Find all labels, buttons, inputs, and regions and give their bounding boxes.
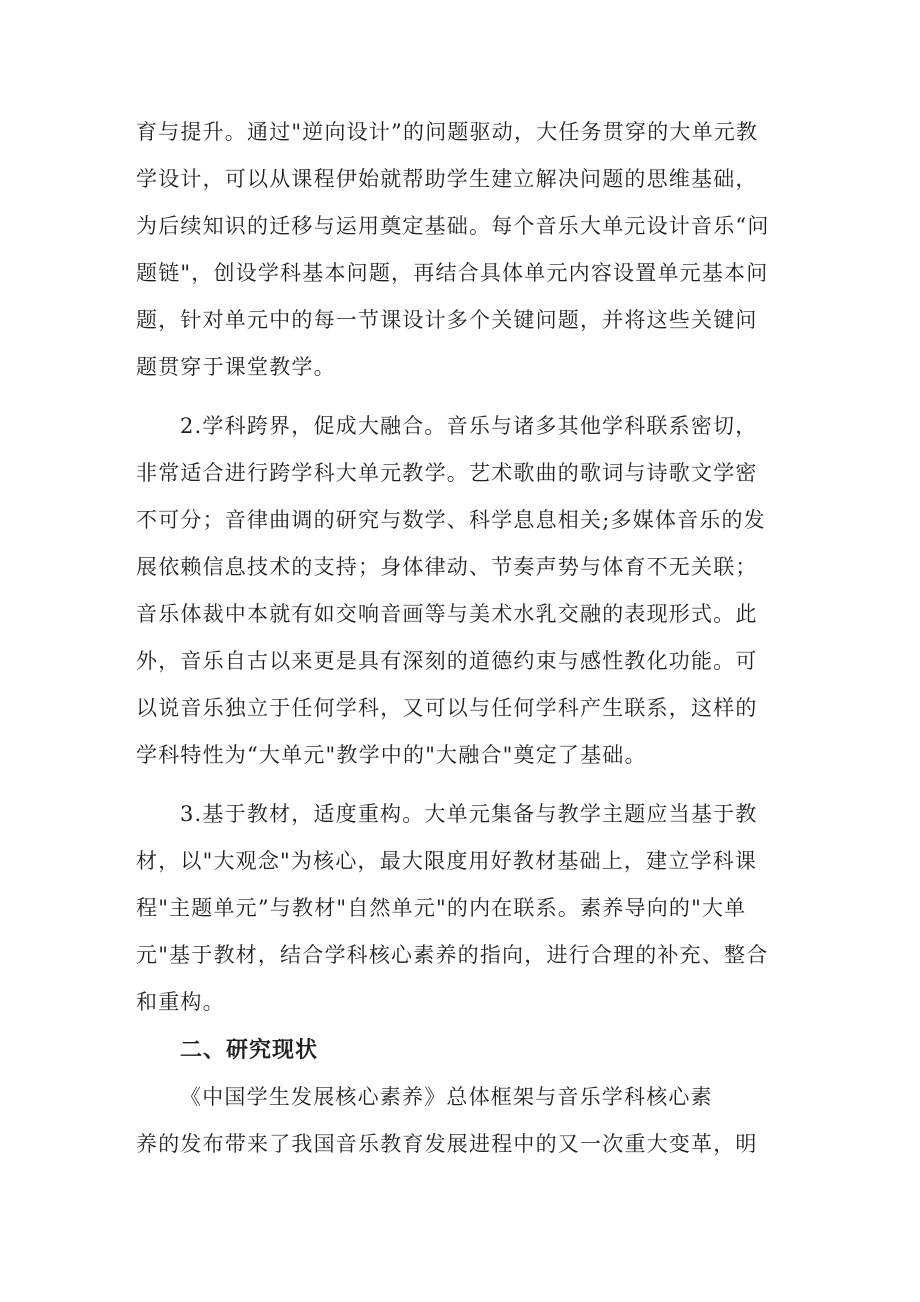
para2-line-3: 不可分；音律曲调的研究与数学、科学息息相关;多媒体音乐的发 <box>136 508 766 532</box>
para3-line-1: 3.基于教材，适度重构。大单元集备与教学主题应当基于教 <box>180 802 758 826</box>
para1-line-3: 为后续知识的迁移与运用奠定基础。每个音乐大单元设计音乐“问 <box>136 214 770 238</box>
para2-line-4: 展依赖信息技术的支持；身体律动、节奏声势与体育不无关联； <box>136 555 758 579</box>
para4-line-1: 《中国学生发展核心素养》总体框架与音乐学科核心素 <box>180 1085 713 1109</box>
para1-line-6: 题贯穿于课堂教学。 <box>136 355 336 379</box>
para3-line-4: 元"基于教材，结合学科核心素养的指向，进行合理的补充、整合 <box>136 943 769 967</box>
para3-line-2: 材，以"大观念"为核心，最大限度用好教材基础上，建立学科课 <box>136 849 758 873</box>
para1-line-4: 题链"，创设学科基本问题，再结合具体单元内容设置单元基本问 <box>136 261 769 285</box>
para2-line-7: 以说音乐独立于任何学科，又可以与任何学科产生联系，这样的 <box>136 696 758 720</box>
para3-line-3: 程"主题单元”与教材"自然单元"的内在联系。素养导向的"大单 <box>136 896 747 920</box>
para1-line-1: 育与提升。通过"逆向设计”的问题驱动，大任务贯穿的大单元教 <box>136 120 759 144</box>
para2-line-1: 2.学科跨界，促成大融合。音乐与诸多其他学科联系密切， <box>180 414 758 438</box>
para2-line-6: 外，音乐自古以来更是具有深刻的道德约束与感性教化功能。可 <box>136 649 758 673</box>
para2-line-5: 音乐体裁中本就有如交响音画等与美术水乳交融的表现形式。此 <box>136 602 758 626</box>
para4-line-2: 养的发布带来了我国音乐教育发展进程中的又一次重大变革，明 <box>136 1132 758 1156</box>
para3-line-5: 和重构。 <box>136 990 225 1014</box>
para2-line-8: 学科特性为“大单元"教学中的"大融合"奠定了基础。 <box>136 743 647 767</box>
section-heading: 二、研究现状 <box>180 1038 319 1063</box>
para1-line-2: 学设计，可以从课程伊始就帮助学生建立解决问题的思维基础， <box>136 167 758 191</box>
para2-line-2: 非常适合进行跨学科大单元教学。艺术歌曲的歌词与诗歌文学密 <box>136 461 758 485</box>
para1-line-5: 题，针对单元中的每一节课设计多个关键问题，并将这些关键问 <box>136 308 758 332</box>
